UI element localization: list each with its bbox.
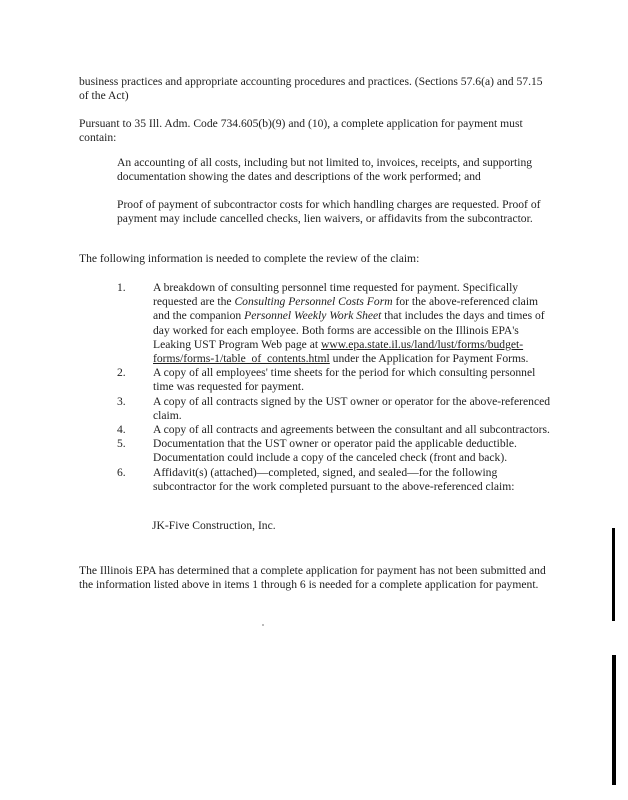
- list-item: [117, 423, 557, 437]
- list-item-number: 3.: [117, 394, 126, 408]
- list-item-number: 5.: [117, 437, 126, 451]
- scan-edge-mark: [612, 655, 616, 785]
- list-item-text: A copy of all employees' time sheets for the period for which consulting personnel time was requested for payment.: [153, 366, 536, 394]
- list-item: [117, 466, 557, 494]
- list-item-text: A breakdown of consulting personnel time requested for payment. Specifically requested are the: [153, 281, 519, 309]
- list-item: [117, 395, 557, 423]
- form-name-weekly-work-sheet: Personnel Weekly Work Sheet: [244, 309, 382, 323]
- requirement-proof-of-payment: Proof of payment of subcontractor costs for which handling charges are requested. Proof of payment may include cancelled checks, lien waivers, or affidavits from the subcontractor.: [117, 198, 541, 226]
- list-item-text: A copy of all contracts signed by the UST owner or operator for the above-referenced claim.: [153, 394, 551, 422]
- list-item-text: Affidavit(s) (attached)—completed, signed, and sealed—for the following subcontractor for the work completed pursuant to the above-referenced claim:: [153, 465, 515, 493]
- paragraph-following-info: The following information is needed to complete the review of the claim:: [79, 252, 420, 265]
- list-item-text: that includes the days and times of day worked for each employee. Both forms are accessible on the Illinois EPA's Leaking UST Program Web page at: [153, 309, 545, 351]
- list-item: [117, 281, 557, 366]
- list-item: [117, 437, 557, 465]
- forms-url-link[interactable]: www.epa.state.il.us/land/lust/forms/budget-forms/forms-1/table_of_contents.html: [153, 337, 524, 366]
- paragraph-pursuant: Pursuant to 35 Ill. Adm. Code 734.605(b)(9) and (10), a complete application for payment must contain:: [79, 117, 523, 145]
- requirement-accounting-costs: An accounting of all costs, including but not limited to, invoices, receipts, and supporting documentation showing the dates and descriptions of the work performed; and: [117, 156, 533, 184]
- list-item-number: 4.: [117, 423, 126, 437]
- paragraph-accounting-practices: business practices and appropriate accounting procedures and practices. (Sections 57.6(a) and 57.15 of the Act): [79, 75, 543, 103]
- scan-edge-mark: [612, 528, 615, 621]
- list-item-number: 2.: [117, 366, 126, 380]
- list-item-number: 1.: [117, 281, 126, 294]
- list-item-text: under the Application for Payment Forms.: [329, 352, 529, 366]
- list-item-text: A copy of all contracts and agreements between the consultant and all subcontractors.: [153, 423, 550, 437]
- list-item-number: 6.: [117, 465, 126, 479]
- paragraph-determination: The Illinois EPA has determined that a complete application for payment has not been submitted and the information listed above in items 1 through 6 is needed for a complete application for payment.: [79, 564, 546, 592]
- required-items-list: [117, 281, 557, 494]
- list-item-text: Documentation that the UST owner or operator paid the applicable deductible. Documentation could include a copy of the canceled check (front and back).: [153, 437, 517, 465]
- scan-speck: [262, 624, 264, 626]
- form-name-consulting-costs: Consulting Personnel Costs Form: [234, 295, 393, 309]
- subcontractor-name: JK-Five Construction, Inc.: [152, 519, 276, 532]
- list-item: [117, 366, 557, 394]
- list-item-text: for the above-referenced claim and the companion: [153, 295, 539, 323]
